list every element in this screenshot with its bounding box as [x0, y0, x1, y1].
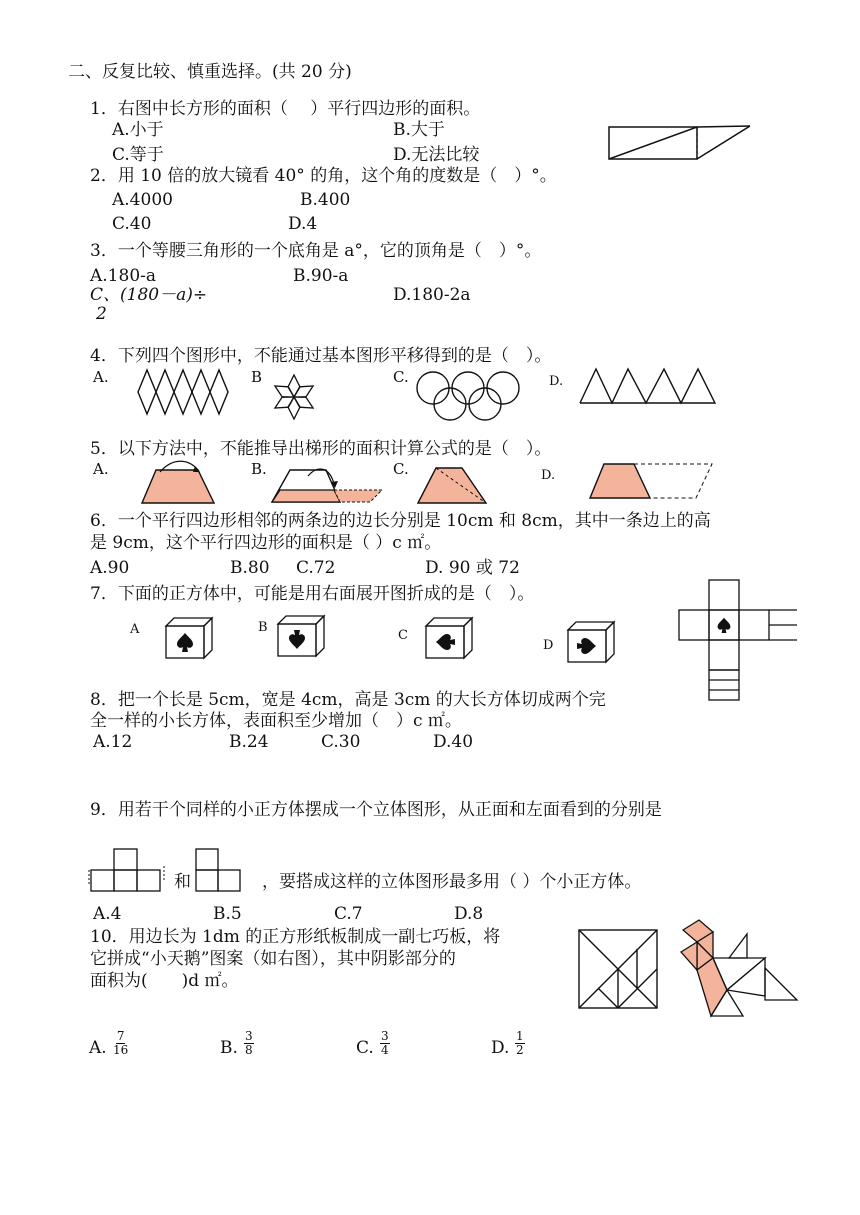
spade-icon — [718, 618, 731, 633]
q6-option-b: B.80 — [230, 558, 270, 578]
q9-option-a: A.4 — [93, 904, 122, 924]
q7-cube-net-figure — [677, 580, 801, 704]
q1-rectangle-parallelogram-figure — [606, 122, 754, 160]
q1-option-d: D.无法比较 — [393, 145, 480, 165]
q10-option-a-numerator: 7 — [116, 1029, 125, 1043]
q4-six-rhombus-star-figure — [268, 372, 320, 422]
q6-option-c: C.72 — [296, 558, 336, 578]
q10-option-b-fraction — [244, 1030, 254, 1056]
q10-option-d-denominator: 2 — [516, 1042, 524, 1057]
q8-option-c: C.30 — [321, 732, 361, 752]
q7-cube-b-figure — [276, 614, 326, 658]
q6-stem-line1: 6．一个平行四边形相邻的两条边的边长分别是 10cm 和 8cm，其中一条边上的高 — [90, 511, 711, 531]
q3-option-c-line1: C、(180－a)÷ — [90, 285, 208, 305]
q9-and-text: 和 — [174, 872, 191, 892]
q2-stem: 2．用 10 倍的放大镜看 40° 的角，这个角的度数是（ ）°。 — [90, 166, 557, 186]
q9-stem: 9．用若干个同样的小正方体摆成一个立体图形，从正面和左面看到的分别是 — [90, 800, 662, 820]
q7-cube-c-figure — [424, 616, 474, 660]
q10-option-a-fraction — [113, 1030, 128, 1056]
spade-icon — [577, 638, 596, 654]
q10-option-d-fraction — [515, 1030, 525, 1056]
q10-stem-line3: 面积为( )d ㎡。 — [90, 971, 239, 991]
q3-option-d: D.180-2a — [393, 285, 471, 305]
q10-option-a-denominator: 16 — [113, 1042, 129, 1057]
q5-trapezoid-cut-fold-figure — [138, 462, 220, 506]
q7-cube-a-figure — [164, 616, 214, 660]
q5-option-c: C. — [393, 460, 409, 478]
q5-option-a: A. — [93, 460, 109, 478]
q5-trapezoid-double-figure — [588, 461, 716, 501]
q3-option-a: A.180-a — [90, 266, 157, 286]
q5-stem: 5．以下方法中，不能推导出梯形的面积计算公式的是（ ）。 — [90, 439, 552, 459]
q10-option-a: A. — [89, 1038, 107, 1058]
q10-stem-line1: 10．用边长为 1dm 的正方形纸板制成一副七巧板，将 — [90, 927, 501, 947]
q10-option-c-fraction — [380, 1030, 390, 1056]
q5-option-d: D. — [541, 468, 556, 483]
q9-dotted-marker — [162, 866, 166, 882]
q9-front-view-figure — [88, 848, 164, 894]
spade-icon — [177, 633, 193, 652]
q4-stem: 4．下列四个图形中，不能通过基本图形平移得到的是（ ）。 — [90, 346, 552, 366]
q6-stem-line2: 是 9cm，这个平行四边形的面积是（ ）c ㎡。 — [90, 533, 442, 553]
q4-diamond-chain-figure — [135, 368, 235, 416]
q10-option-c: C. — [356, 1038, 374, 1058]
q8-option-a: A.12 — [93, 732, 133, 752]
q7-option-b: B — [258, 620, 268, 635]
q1-option-b: B.大于 — [393, 120, 445, 140]
q3-option-c-line2: 2 — [96, 304, 107, 324]
q3-stem: 3．一个等腰三角形的一个底角是 a°，它的顶角是（ ）°。 — [90, 241, 542, 261]
q5-option-b: B. — [251, 460, 267, 478]
q7-option-c: C — [398, 628, 408, 643]
q7-stem: 7．下面的正方体中，可能是用右面展开图折成的是（ ）。 — [90, 584, 535, 604]
spade-icon — [289, 630, 305, 649]
q8-option-b: B.24 — [229, 732, 269, 752]
q10-option-c-numerator: 3 — [381, 1029, 389, 1043]
q2-option-d: D.4 — [288, 214, 318, 234]
q1-option-c: C.等于 — [112, 145, 164, 165]
q4-olympic-rings-figure — [414, 370, 522, 422]
q10-option-c-denominator: 4 — [381, 1042, 389, 1057]
section-title: 二、反复比较、慎重选择。(共 20 分) — [68, 62, 352, 82]
q9-left-view-figure — [195, 848, 243, 894]
q8-option-d: D.40 — [433, 732, 474, 752]
q4-option-c: C. — [393, 368, 409, 386]
q9-option-d: D.8 — [454, 904, 484, 924]
q7-option-a: A — [130, 622, 140, 637]
q10-option-d: D. — [491, 1038, 510, 1058]
q3-option-b: B.90-a — [293, 266, 349, 286]
q4-option-a: A. — [93, 368, 109, 386]
q2-option-a: A.4000 — [112, 190, 173, 210]
q10-tangram-square-figure — [577, 928, 659, 1010]
q10-stem-line2: 它拼成“小天鹅”图案（如右图），其中阴影部分的 — [90, 949, 456, 969]
q6-option-a: A.90 — [90, 558, 130, 578]
q5-trapezoid-diagonal-figure — [414, 462, 490, 506]
q4-option-b: B — [251, 368, 263, 386]
q1-option-a: A.小于 — [112, 120, 164, 140]
q10-option-b: B. — [220, 1038, 238, 1058]
q8-stem-line2: 全一样的小长方体，表面积至少增加（ ）c ㎡。 — [90, 711, 462, 731]
q8-stem-line1: 8．把一个长是 5cm，宽是 4cm，高是 3cm 的大长方体切成两个完 — [90, 690, 606, 710]
q2-option-c: C.40 — [112, 214, 152, 234]
q4-option-d: D. — [549, 374, 564, 389]
q6-option-d: D. 90 或 72 — [425, 558, 520, 578]
q10-option-b-denominator: 8 — [245, 1042, 253, 1057]
q7-cube-d-figure — [566, 620, 616, 664]
q1-stem: 1．右图中长方形的面积（ ）平行四边形的面积。 — [90, 99, 481, 119]
q5-trapezoid-rotate-figure — [268, 462, 386, 506]
q4-triangle-row-figure — [578, 366, 718, 406]
q9-stem-tail: ，要搭成这样的立体图形最多用（ ）个小正方体。 — [262, 872, 642, 892]
q9-option-c: C.7 — [334, 904, 363, 924]
spade-icon — [436, 634, 455, 650]
q10-option-b-numerator: 3 — [245, 1029, 253, 1043]
q7-option-d: D — [543, 638, 554, 653]
q10-swan-figure — [673, 918, 801, 1022]
q2-option-b: B.400 — [300, 190, 351, 210]
q10-option-d-numerator: 1 — [516, 1029, 524, 1043]
q9-option-b: B.5 — [213, 904, 242, 924]
